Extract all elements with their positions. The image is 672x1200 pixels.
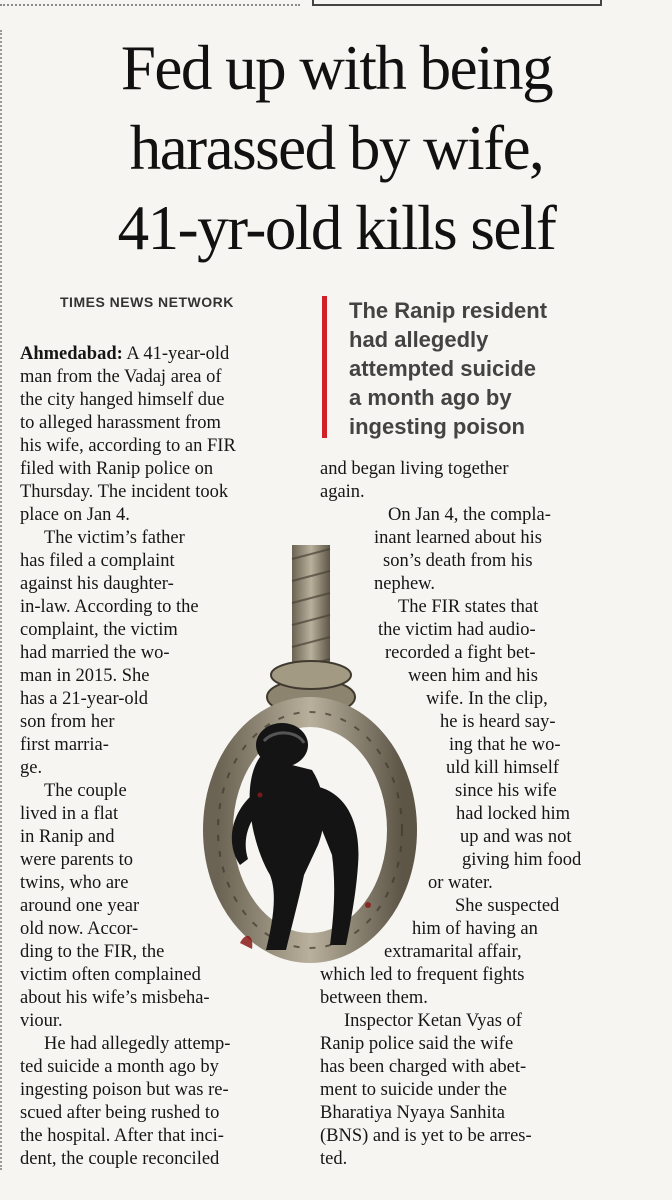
body-line: wife. In the clip, [426,689,548,709]
body-line: victim often complained [20,965,201,985]
body-line: ding to the FIR, the [20,942,165,962]
pull-quote [322,296,649,438]
body-line: dent, the couple reconciled [20,1149,220,1169]
body-line: Ahmedabad: A 41-year-old [20,344,230,364]
pull-quote-line: attempted suicide [349,356,537,381]
body-line: ing that he wo- [449,735,561,755]
byline: TIMES NEWS NETWORK [60,294,234,310]
body-line: lived in a flat [20,804,119,824]
body-line: were parents to [20,850,134,870]
body-line: Ranip police said the wife [320,1034,514,1054]
body-line: twins, who are [20,873,129,893]
body-line: and began living together [320,459,509,479]
body-line: in-law. According to the [20,597,199,617]
body-line: place on Jan 4. [20,505,130,525]
body-line: ment to suicide under the [320,1080,508,1100]
body-line: old now. Accor- [20,919,139,939]
body-line: which led to frequent fights [320,965,525,985]
body-line: ted suicide a month ago by [20,1057,219,1077]
body-line: Bharatiya Nyaya Sanhita [320,1103,505,1123]
body-line: his wife, according to an FIR [20,436,236,456]
body-line: or water. [428,873,493,893]
body-line: the city hanged himself due [20,390,225,410]
dateline: Ahmedabad: [20,344,123,364]
body-line: (BNS) and is yet to be arres- [320,1126,532,1146]
body-line: in Ranip and [20,827,115,847]
body-line: him of having an [412,919,538,939]
pull-quote-line: ingesting poison [349,414,525,439]
body-line: has been charged with abet- [320,1057,527,1077]
body-line: extramarital affair, [384,942,522,962]
body-line: uld kill himself [446,758,560,778]
body-line: son’s death from his [383,551,533,571]
body-line: again. [320,482,365,502]
body-line: about his wife’s misbeha- [20,988,210,1008]
top-box-rule [312,0,602,6]
body-line: has a 21-year-old [20,689,149,709]
body-line: ge. [20,758,43,778]
body-line: scued after being rushed to [20,1103,220,1123]
body-line: On Jan 4, the compla- [388,505,551,525]
body-line: to alleged harassment from [20,413,221,433]
body-line: against his daughter- [20,574,174,594]
body-line: the victim had audio- [378,620,536,640]
body-line: The FIR states that [398,597,539,617]
body-line: giving him food [462,850,582,870]
body-line: She suspected [455,896,560,916]
body-line: had married the wo- [20,643,170,663]
body-line: viour. [20,1011,63,1031]
body-line: the hospital. After that inci- [20,1126,224,1146]
body-line: ingesting poison but was re- [20,1080,229,1100]
pull-quote-line: had allegedly [349,327,489,352]
left-dotted-rule [0,30,5,1170]
body-line: he is heard say- [440,712,556,732]
body-line: has filed a complaint [20,551,175,571]
headline-line-3: 41-yr-old kills self [117,193,556,263]
body-line: son from her [20,712,115,732]
pull-quote-line: a month ago by [349,385,512,410]
body-line: He had allegedly attemp- [44,1034,231,1054]
body-line: recorded a fight bet- [385,643,536,663]
body-line: filed with Ranip police on [20,459,214,479]
body-line: man in 2015. She [20,666,150,686]
body-line: man from the Vadaj area of [20,367,222,387]
top-dotted-rule [0,0,300,6]
headline [14,28,659,268]
body-line: up and was not [460,827,572,847]
body-line: ween him and his [408,666,538,686]
body-line: first marria- [20,735,109,755]
body-line: complaint, the victim [20,620,178,640]
body-line: between them. [320,988,428,1008]
body-line: Inspector Ketan Vyas of [344,1011,522,1031]
headline-line-1: Fed up with being [120,33,553,103]
body-line: Thursday. The incident took [20,482,229,502]
body-line: had locked him [456,804,571,824]
body-line: since his wife [455,781,557,801]
body-line: The victim’s father [44,528,185,548]
body-line: nephew. [374,574,435,594]
body-line: The couple [44,781,127,801]
headline-line-2: harassed by wife, [129,113,544,183]
body-line: ted. [320,1149,348,1169]
noose-figure-illustration [200,545,425,965]
pull-quote-line: The Ranip resident [349,298,548,323]
body-line: inant learned about his [374,528,542,548]
body-line: around one year [20,896,140,916]
